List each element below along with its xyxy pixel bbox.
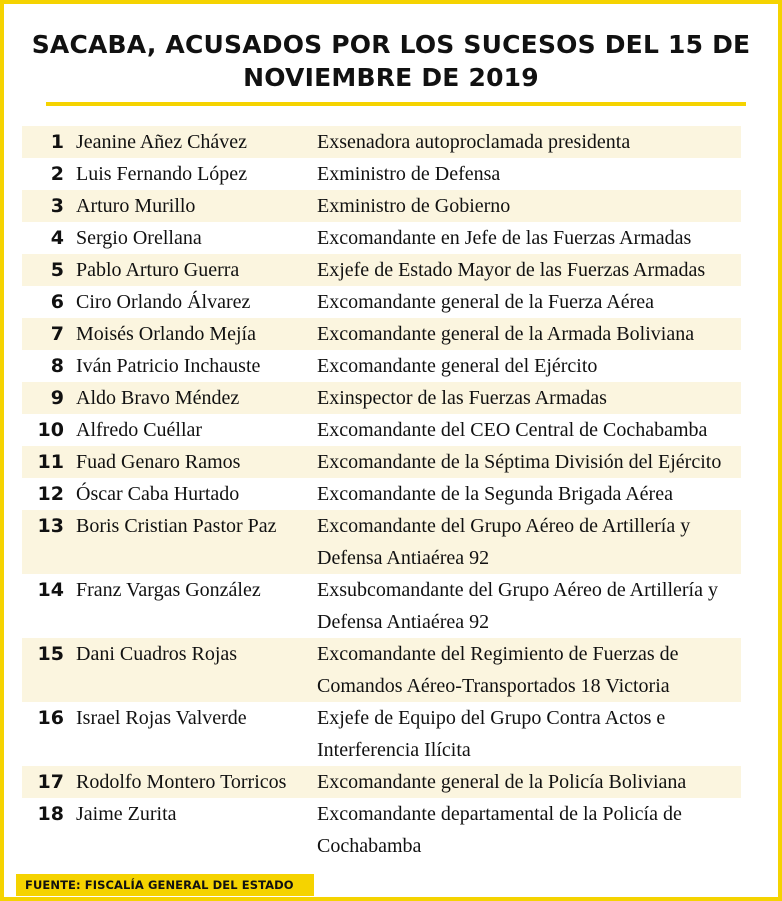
accused-name: Jaime Zurita	[76, 803, 177, 825]
title-divider	[46, 102, 746, 106]
accused-name: Israel Rojas Valverde	[76, 707, 247, 729]
table-row	[22, 286, 741, 318]
accused-role: Excomandante del Grupo Aéreo de Artillería y Defensa Antiaérea 92	[317, 515, 691, 569]
accused-name: Boris Cristian Pastor Paz	[76, 515, 277, 537]
title-line-2: NOVIEMBRE DE 2019	[243, 63, 539, 92]
source-credit: FUENTE: FISCALÍA GENERAL DEL ESTADO	[16, 874, 314, 896]
row-number: 3	[50, 195, 64, 217]
row-number: 10	[37, 419, 64, 441]
row-number: 5	[50, 259, 64, 281]
table-row	[22, 638, 741, 702]
accused-name: Sergio Orellana	[76, 227, 202, 249]
accused-name: Rodolfo Montero Torricos	[76, 771, 287, 793]
accused-role: Exjefe de Estado Mayor de las Fuerzas Armadas	[317, 259, 706, 281]
table-row	[22, 158, 741, 190]
table-row	[22, 254, 741, 286]
table-row	[22, 702, 741, 766]
accused-role: Excomandante departamental de la Policía de Cochabamba	[317, 803, 682, 857]
row-number: 11	[37, 451, 64, 473]
accused-name: Alfredo Cuéllar	[76, 419, 203, 441]
table-row	[22, 478, 741, 510]
table-row	[22, 350, 741, 382]
row-number: 7	[50, 323, 64, 345]
accused-role: Exsubcomandante del Grupo Aéreo de Artillería y Defensa Antiaérea 92	[317, 579, 718, 633]
table-row	[22, 222, 741, 254]
accused-name: Arturo Murillo	[76, 195, 196, 217]
accused-role: Excomandante del CEO Central de Cochabamba	[317, 419, 708, 441]
accused-name: Fuad Genaro Ramos	[76, 451, 241, 473]
accused-role: Excomandante en Jefe de las Fuerzas Armadas	[317, 227, 692, 249]
accused-name: Ciro Orlando Álvarez	[76, 291, 251, 313]
row-number: 2	[50, 163, 64, 185]
accused-name: Moisés Orlando Mejía	[76, 323, 256, 345]
title-line-1: SACABA, ACUSADOS POR LOS SUCESOS DEL 15 DE	[31, 30, 751, 59]
table-row	[22, 414, 741, 446]
accused-name: Pablo Arturo Guerra	[76, 259, 240, 281]
table-row	[22, 318, 741, 350]
accused-role: Excomandante de la Segunda Brigada Aérea	[317, 483, 673, 505]
accused-role: Excomandante general de la Policía Boliviana	[317, 771, 687, 793]
table-row	[22, 190, 741, 222]
accused-name: Jeanine Añez Chávez	[76, 131, 248, 153]
accused-role: Excomandante de la Séptima División del Ejército	[317, 451, 722, 473]
accused-role: Exministro de Defensa	[317, 163, 501, 185]
accused-role: Excomandante general del Ejército	[317, 355, 598, 377]
table-row	[22, 382, 741, 414]
accused-name: Franz Vargas González	[76, 579, 261, 601]
accused-name: Iván Patricio Inchauste	[76, 355, 261, 377]
table-row	[22, 446, 741, 478]
row-number: 13	[37, 515, 64, 537]
row-number: 18	[37, 803, 64, 825]
accused-role: Exinspector de las Fuerzas Armadas	[317, 387, 607, 409]
accused-role: Exjefe de Equipo del Grupo Contra Actos e Interferencia Ilícita	[317, 707, 666, 761]
row-number: 15	[37, 643, 64, 665]
accused-name: Dani Cuadros Rojas	[76, 643, 238, 665]
accused-name: Óscar Caba Hurtado	[76, 483, 240, 505]
accused-role: Exministro de Gobierno	[317, 195, 511, 217]
row-number: 1	[50, 131, 64, 153]
table-row	[22, 766, 741, 798]
row-number: 4	[50, 227, 64, 249]
accused-role: Exsenadora autoproclamada presidenta	[317, 131, 631, 153]
accused-role: Excomandante general de la Armada Boliviana	[317, 323, 695, 345]
table-row	[22, 510, 741, 574]
accused-name: Luis Fernando López	[76, 163, 248, 185]
row-number: 8	[50, 355, 64, 377]
accused-name: Aldo Bravo Méndez	[76, 387, 240, 409]
row-number: 12	[37, 483, 64, 505]
row-number: 6	[50, 291, 64, 313]
accused-table	[22, 126, 741, 862]
accused-role: Excomandante general de la Fuerza Aérea	[317, 291, 655, 313]
page-title	[14, 28, 768, 94]
accused-role: Excomandante del Regimiento de Fuerzas de Comandos Aéreo-Transportados 18 Victoria	[317, 643, 679, 697]
row-number: 9	[50, 387, 64, 409]
table-row	[22, 798, 741, 862]
table-row	[22, 126, 741, 158]
row-number: 14	[37, 579, 64, 601]
table-row	[22, 574, 741, 638]
row-number: 16	[37, 707, 64, 729]
row-number: 17	[37, 771, 64, 793]
